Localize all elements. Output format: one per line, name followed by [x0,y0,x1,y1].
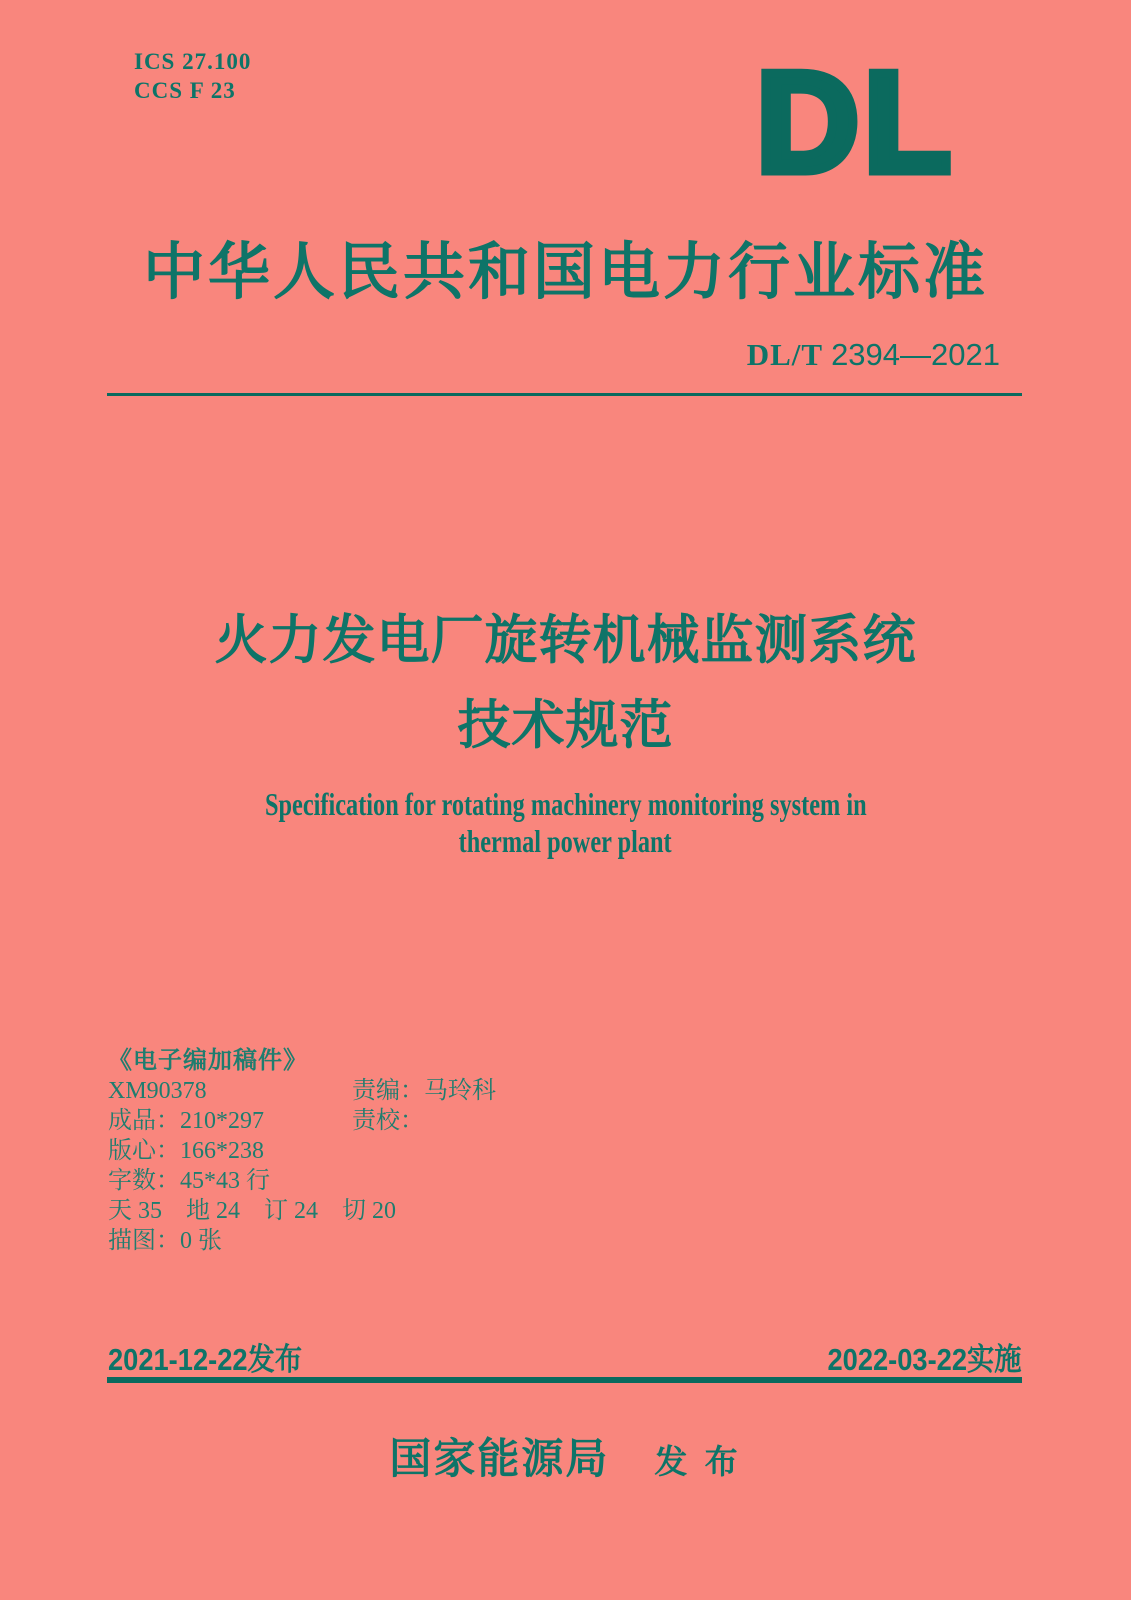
standard-number [747,337,1000,373]
print-info-row [108,1166,728,1196]
dl-logo: DL [756,43,956,202]
implementation-label: 实施 [967,1342,1022,1377]
editor-in-charge: 责编：马玲科 [352,1078,496,1104]
finished-size: 成品：210*297 [108,1108,264,1134]
standard-series-title: 中华人民共和国电力行业标准 [142,239,988,307]
print-production-info [108,1046,728,1256]
document-title-line2: 技术规范 [457,696,674,755]
publisher-name: 国家能源局 [389,1437,610,1483]
print-info-row [108,1076,728,1106]
document-title-line1: 火力发电厂旋转机械监测系统 [214,611,917,670]
print-info-title: 《电子编加稿件》 [108,1048,308,1074]
classification-codes [134,47,251,105]
ccs-code: CCS F 23 [134,78,236,103]
margin-values: 天 35 地 24 订 24 切 20 [108,1198,396,1224]
issue-date: 2021-12-22 [108,1342,248,1377]
english-title-line2: thermal power plant [458,823,673,859]
print-info-row [108,1136,728,1166]
document-title-english [0,786,1131,860]
top-divider [107,393,1022,396]
standard-number-prefix: DL/T [746,337,824,372]
print-info-row [108,1106,728,1136]
english-title-line1: Specification for rotating machinery monitoring system in [264,786,867,822]
bottom-divider [107,1377,1022,1383]
issue-label: 发布 [247,1342,303,1377]
type-area-size: 版心：166*238 [108,1138,264,1164]
drawing-count: 描图：0 张 [108,1228,222,1254]
project-code: XM90378 [108,1078,207,1104]
print-info-row [108,1196,728,1226]
standard-number-value: 2394—2021 [831,337,1000,372]
publish-action-label: 发 布 [654,1443,742,1480]
proofreader: 责校： [352,1108,424,1134]
implementation-date-line [828,1343,1022,1377]
print-info-row [108,1226,728,1256]
publisher-line [0,1426,1131,1486]
ics-code: ICS 27.100 [134,49,252,74]
issue-date-line [108,1343,302,1377]
implementation-date: 2022-03-22 [827,1342,968,1377]
character-count: 字数：45*43 行 [108,1168,270,1194]
